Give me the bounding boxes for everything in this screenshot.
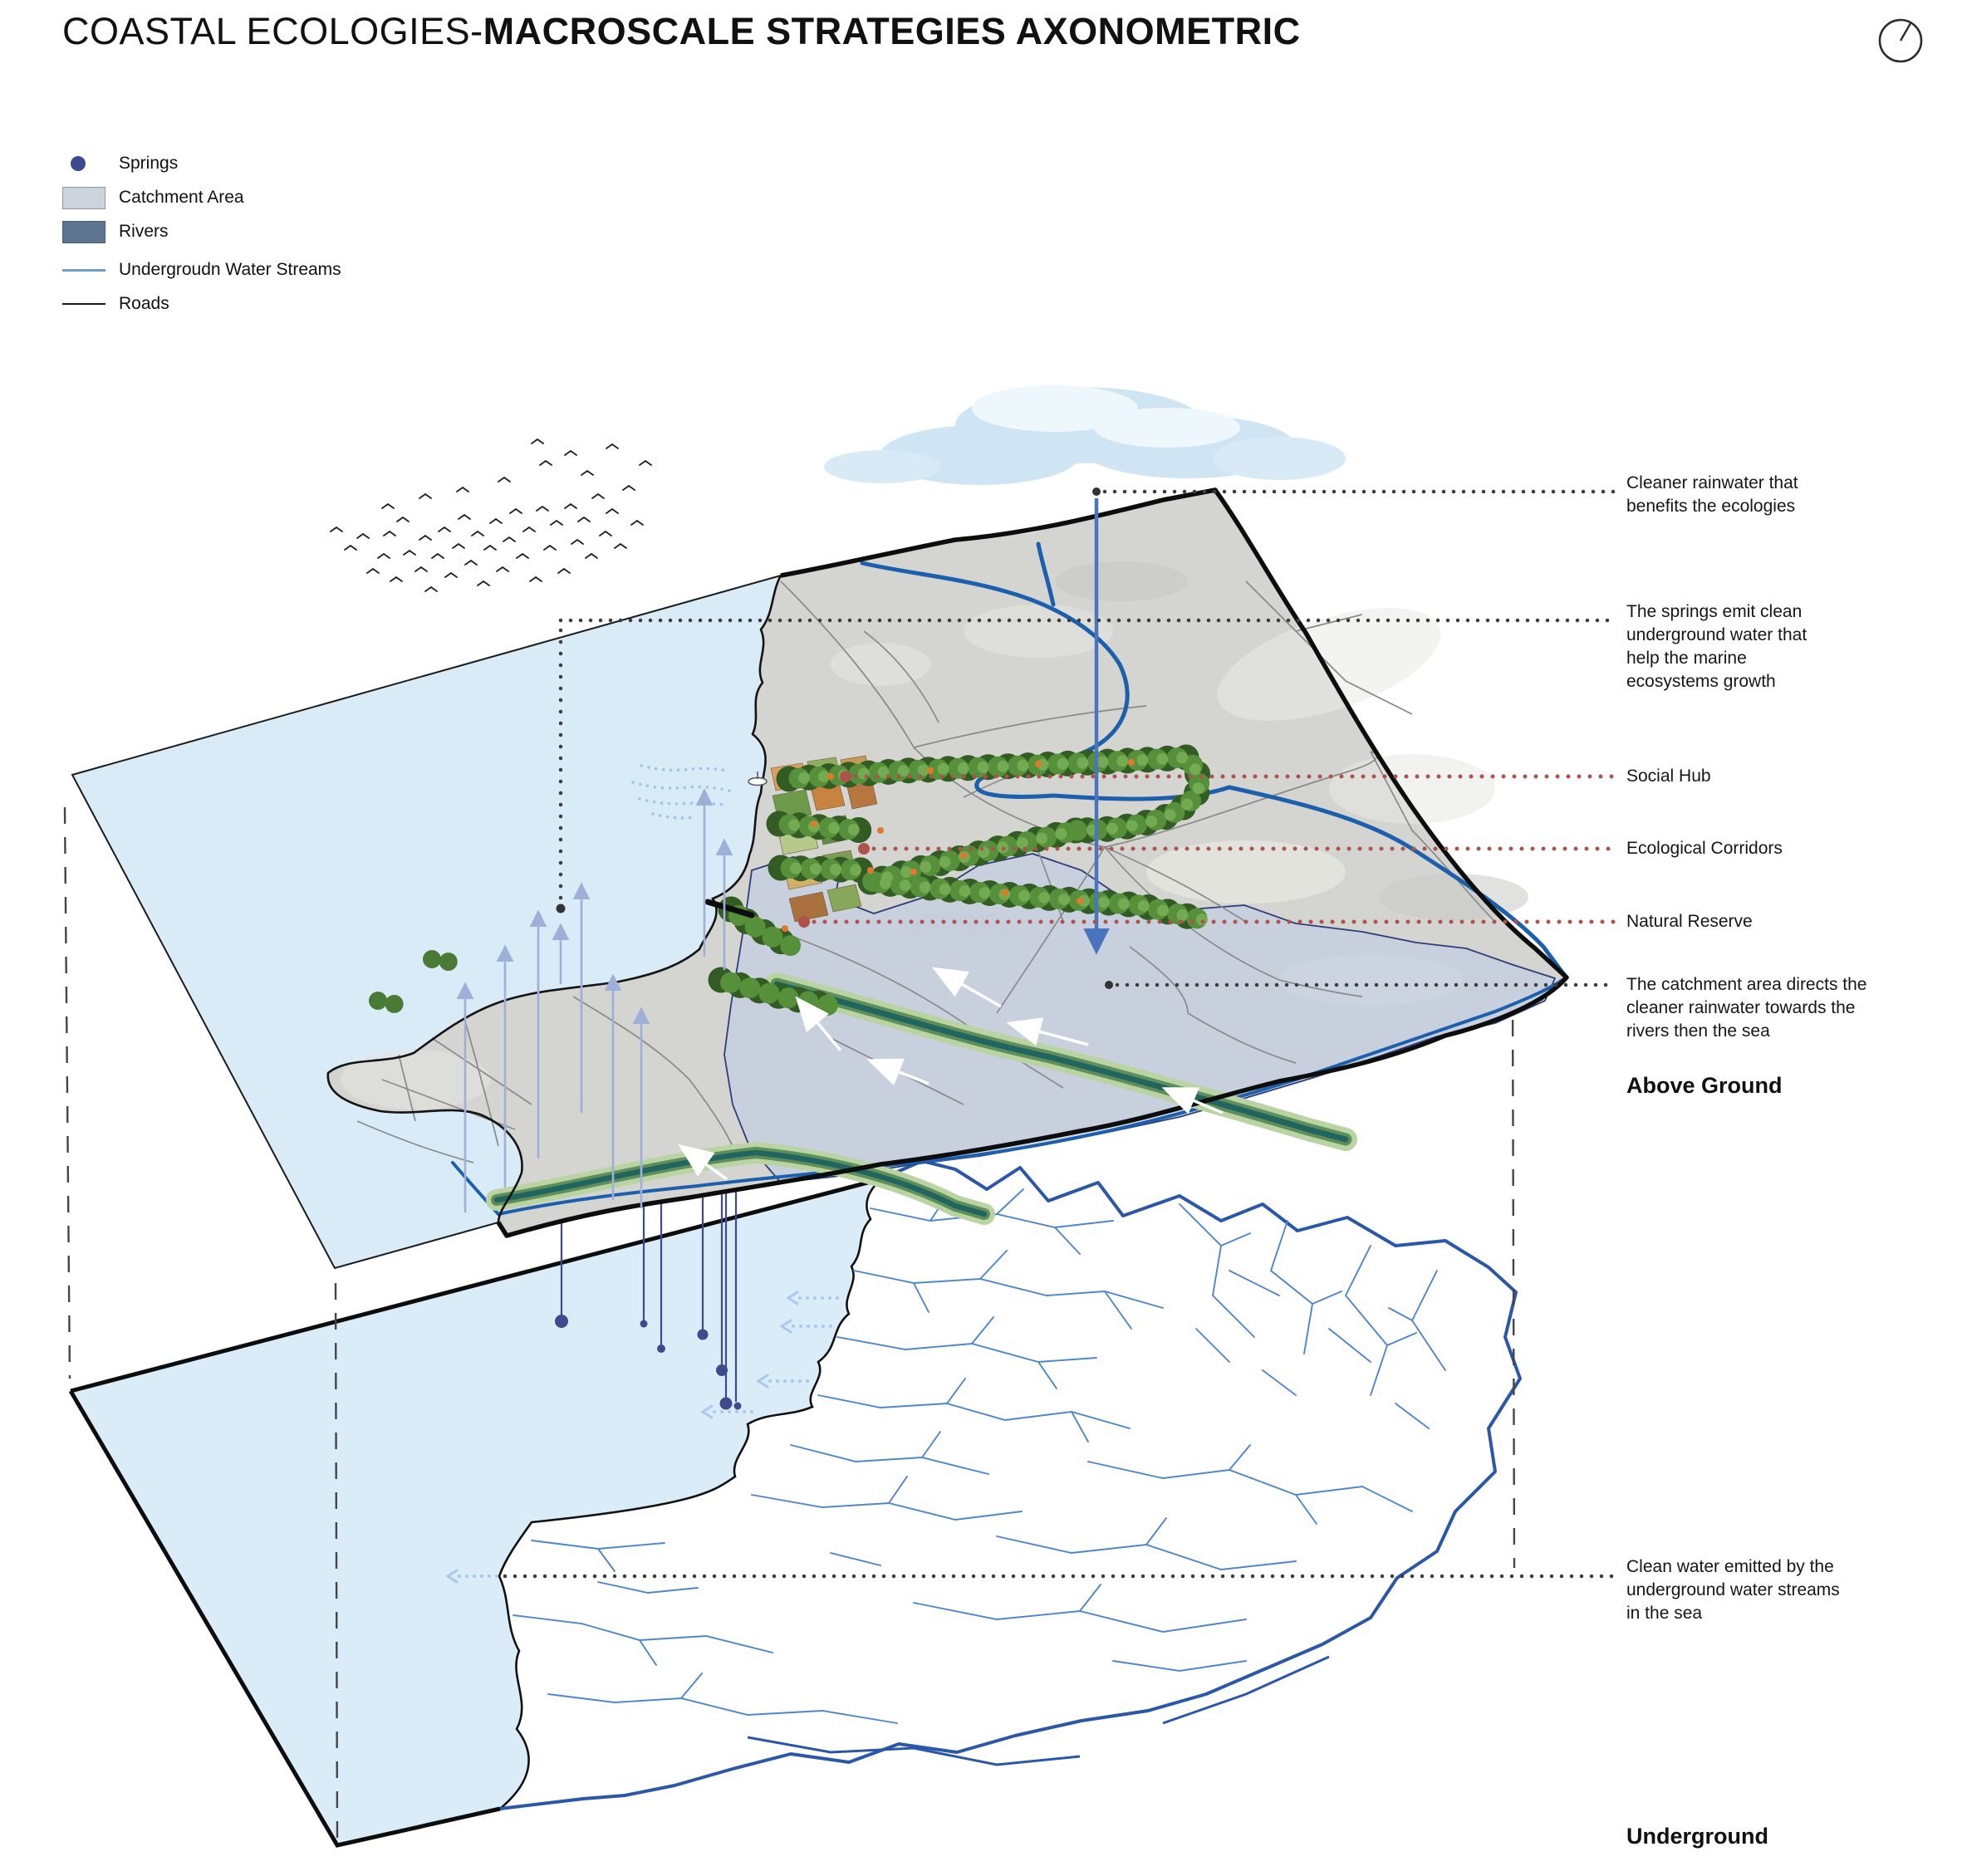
spring-dot xyxy=(720,1398,732,1409)
annotation-clean-water: Clean water emitted by the underground water streams in the sea xyxy=(1626,1557,1840,1623)
spring-dot xyxy=(717,1365,728,1376)
title-bold: MACROSCALE STRATEGIES AXONOMETRIC xyxy=(483,10,1301,52)
annotation-springs: The springs emit clean underground water that help the marine ecosystems growth xyxy=(1626,602,1807,691)
annotation-eco-corridors: Ecological Corridors xyxy=(1626,839,1783,858)
leader-anchor xyxy=(557,904,566,914)
annotation-natural-reserve: Natural Reserve xyxy=(1626,912,1753,931)
spring-dot xyxy=(640,1320,647,1327)
annotation-social-hub: Social Hub xyxy=(1626,767,1711,786)
legend-label: Springs xyxy=(119,154,179,173)
legend-label: Undergroudn Water Streams xyxy=(119,260,341,279)
legend-label: Rivers xyxy=(119,222,169,241)
underground-layer xyxy=(71,1161,1616,1845)
red-anchor xyxy=(858,843,870,855)
spring-dot xyxy=(658,1345,665,1353)
annotation-catchment: The catchment area directs the cleaner rainwater towards the rivers then the sea xyxy=(1626,975,1867,1041)
leader-anchor xyxy=(1105,981,1113,989)
bird-flock xyxy=(331,439,651,591)
leader-anchor xyxy=(1092,487,1101,496)
red-anchor xyxy=(798,916,810,928)
section-label-underground: Underground xyxy=(1626,1824,1768,1849)
spring-dot xyxy=(556,1315,568,1328)
spring-dot xyxy=(698,1330,708,1340)
above-ground-layer xyxy=(72,385,1616,1268)
section-label-above-ground: Above Ground xyxy=(1626,1073,1783,1098)
red-anchor xyxy=(840,771,851,782)
connector-left xyxy=(65,807,70,1379)
annotation-rainwater: Cleaner rainwater that benefits the ecologies xyxy=(1626,473,1798,516)
legend-label: Catchment Area xyxy=(119,188,244,207)
cloud-icon xyxy=(824,385,1346,485)
connector-right xyxy=(1513,990,1514,1568)
legend-label: Roads xyxy=(119,294,169,313)
title-regular: COASTAL ECOLOGIES- xyxy=(62,10,483,52)
underground-rivers xyxy=(748,1657,1329,1765)
spring-dot xyxy=(734,1403,741,1409)
underground-sea xyxy=(71,1179,880,1845)
